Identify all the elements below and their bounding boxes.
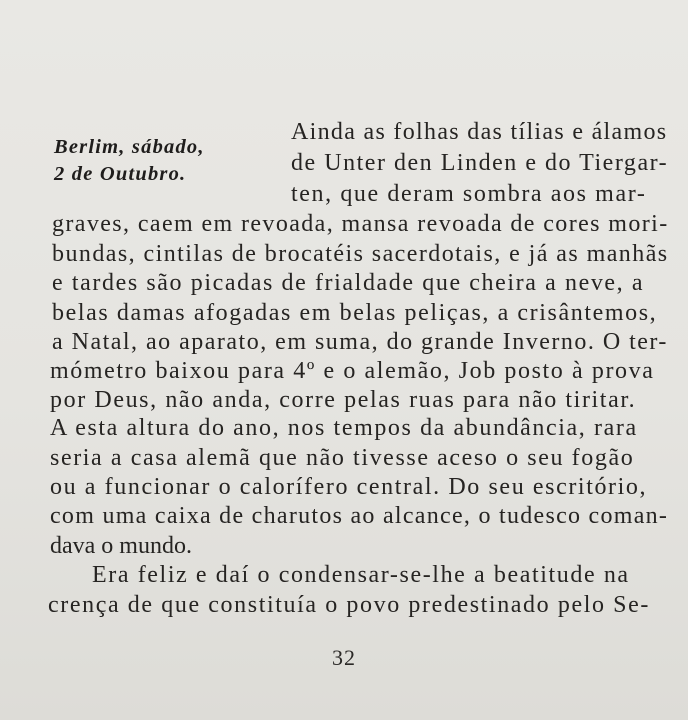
- margin-note-date: 2 de Outubro.: [54, 163, 187, 185]
- text-line: graves, caem em revoada, mansa revoada de cores mori-: [52, 211, 669, 237]
- page-number: 32: [332, 645, 356, 670]
- text-line: ten, que deram sombra aos mar-: [291, 181, 647, 207]
- margin-note-place-day: Berlim, sábado,: [54, 136, 205, 158]
- text-line: e tardes são picadas de frialdade que cheira a neve, a: [52, 270, 645, 296]
- text-line: belas damas afogadas em belas peliças, a crisântemos,: [52, 300, 658, 326]
- text-line: a Natal, ao aparato, em suma, do grande Inverno. O ter-: [52, 329, 668, 355]
- margin-note: [54, 134, 264, 188]
- text-line: com uma caixa de charutos ao alcance, o tudesco coman-: [50, 503, 669, 529]
- text-line: mómetro baixou para 4º e o alemão, Job posto à prova: [50, 358, 655, 384]
- text-line: dava o mundo.: [50, 533, 192, 559]
- text-line: crença de que constituía o povo predestinado pelo Se-: [48, 592, 650, 618]
- text-line: de Unter den Linden e do Tiergar-: [291, 150, 669, 176]
- text-line: Ainda as folhas das tílias e álamos: [291, 119, 668, 145]
- text-line: por Deus, não anda, corre pelas ruas para não tiritar.: [50, 387, 637, 413]
- text-line: Era feliz e daí o condensar-se-lhe a beatitude na: [92, 562, 630, 588]
- text-line: A esta altura do ano, nos tempos da abundância, rara: [50, 415, 638, 441]
- text-line: seria a casa alemã que não tivesse aceso o seu fogão: [50, 445, 635, 471]
- text-line: ou a funcionar o calorífero central. Do seu escritório,: [50, 474, 648, 500]
- text-line: bundas, cintilas de brocatéis sacerdotais, e já as manhãs: [52, 241, 669, 267]
